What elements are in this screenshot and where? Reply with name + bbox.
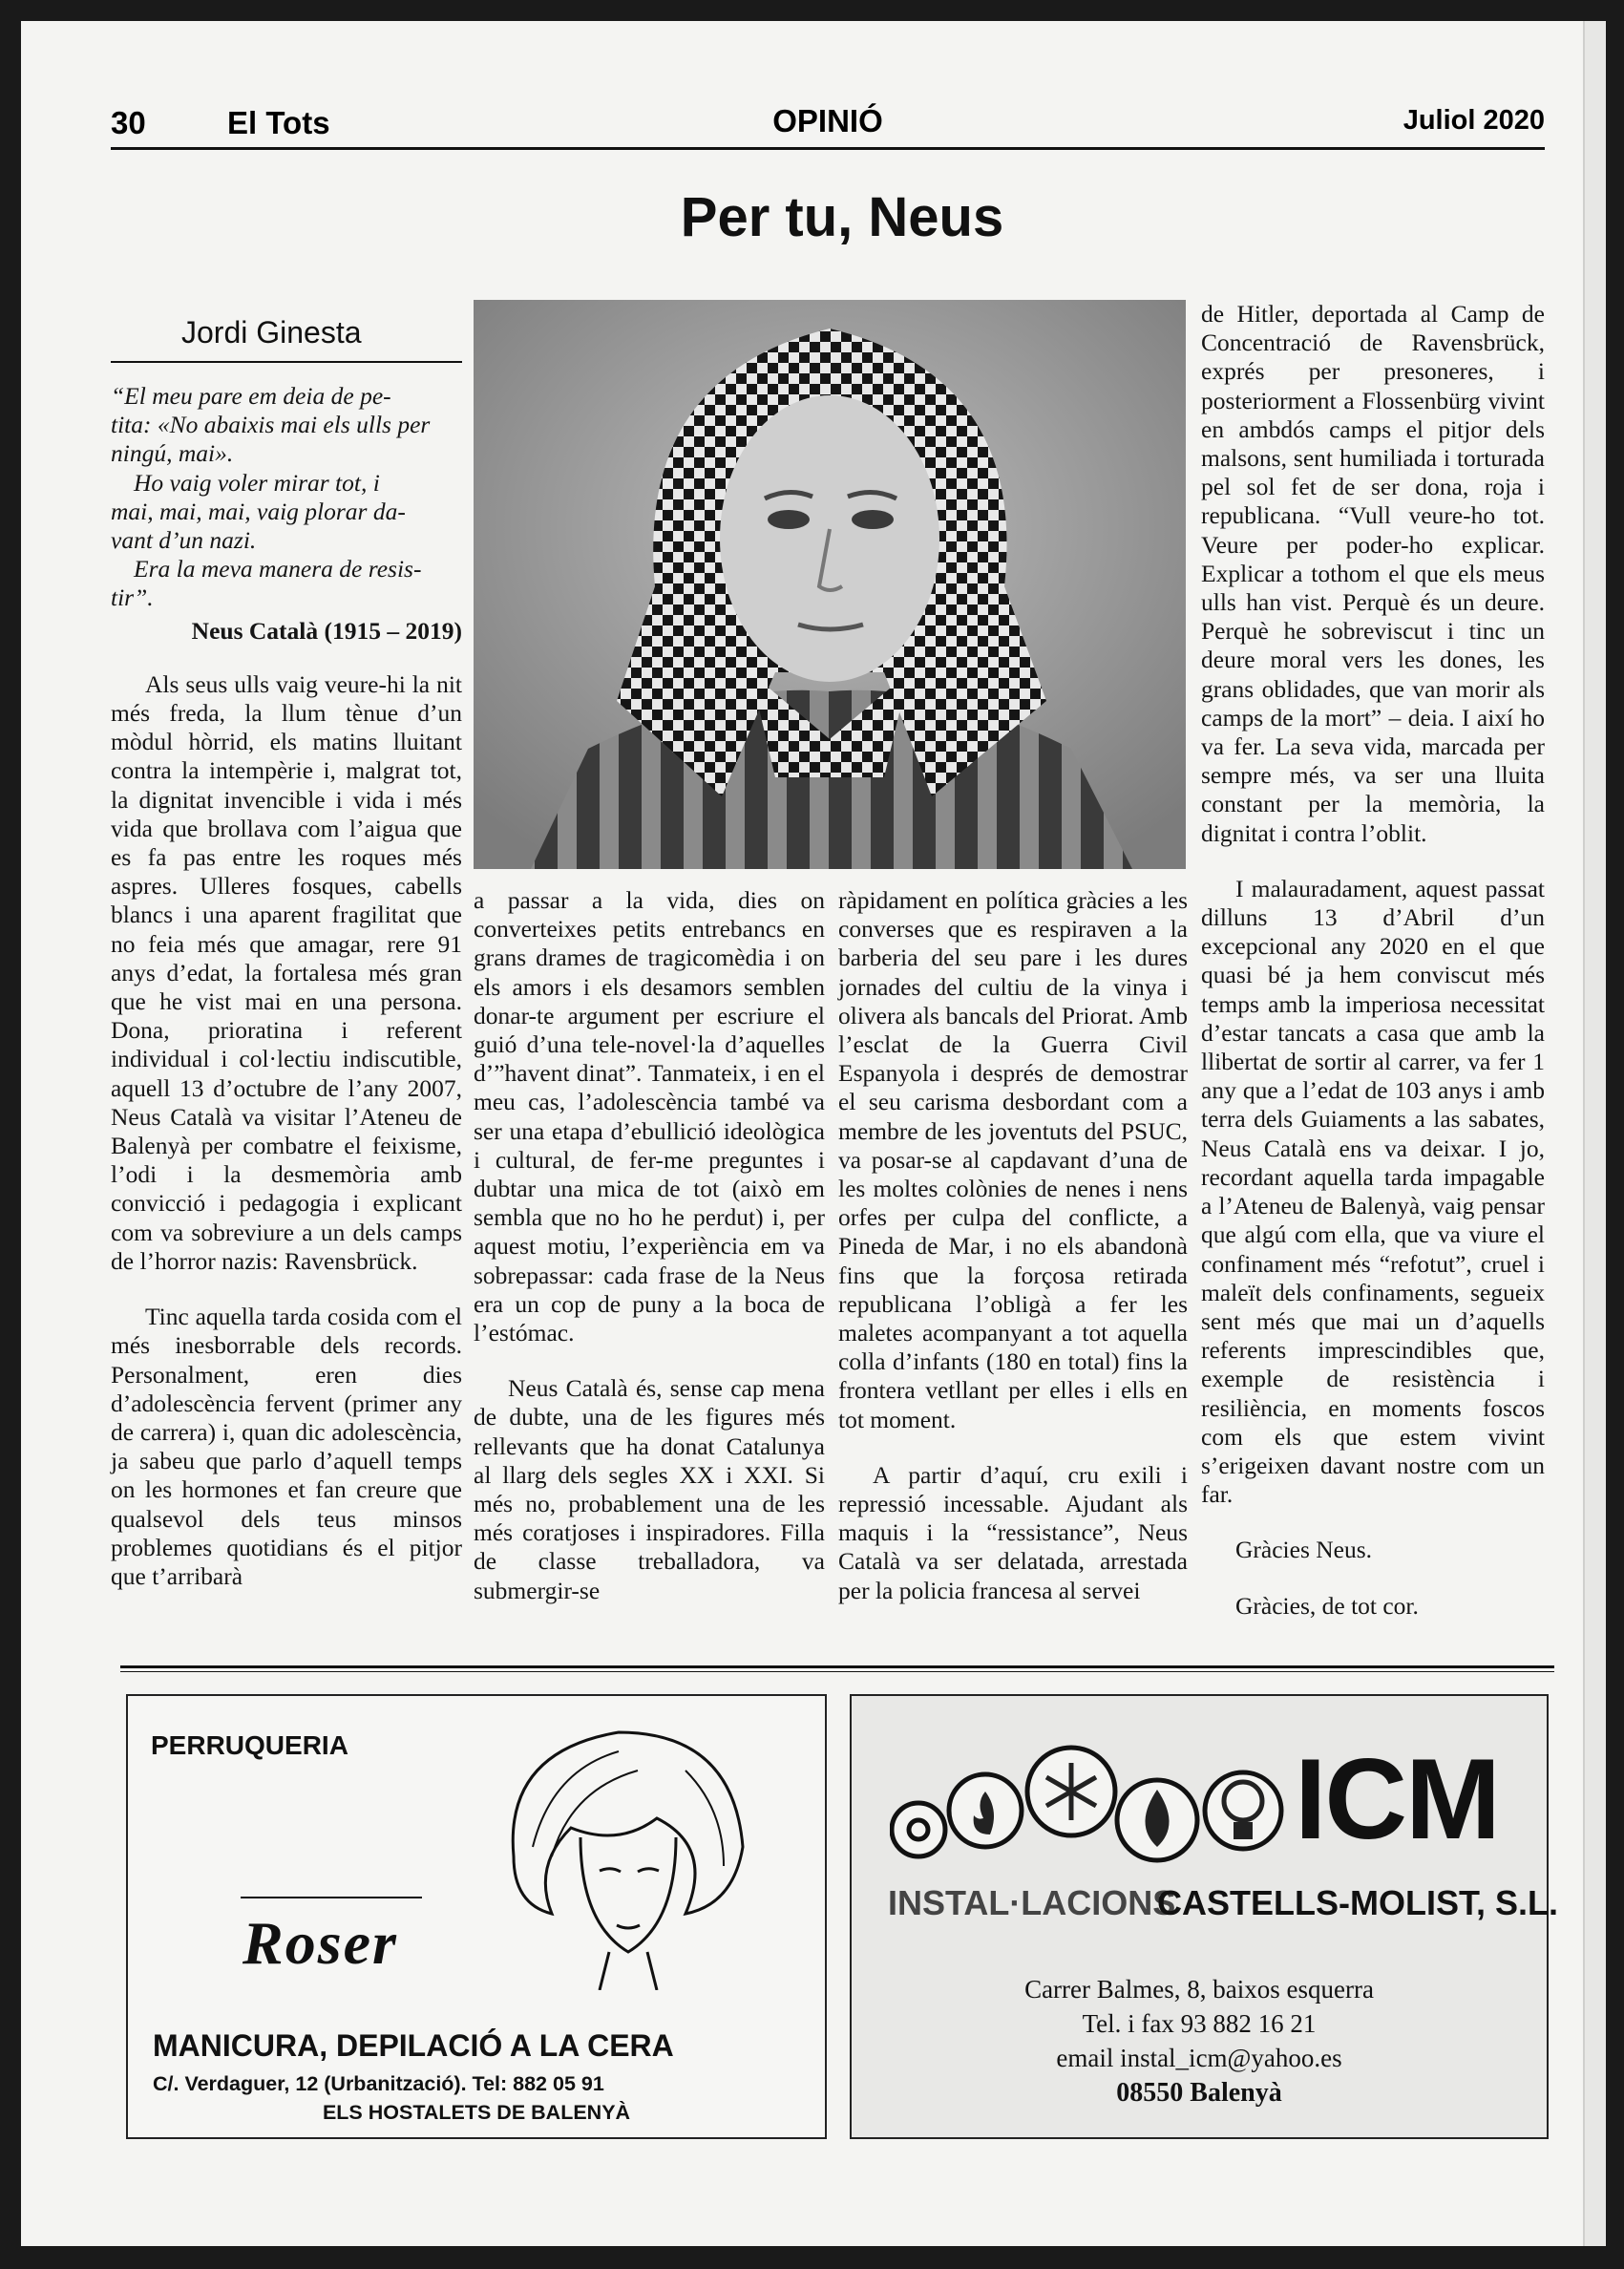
column-2 xyxy=(474,886,825,1650)
ad-perruqueria xyxy=(126,1694,827,2139)
quote-line: ningú, mai». xyxy=(111,439,234,468)
portrait-photo xyxy=(474,300,1186,869)
paragraph: Gràcies, de tot cor. xyxy=(1235,1591,1419,1620)
ad-icm xyxy=(850,1694,1558,2139)
magazine-page xyxy=(21,21,1606,2246)
header-rule xyxy=(111,147,1545,150)
column-3 xyxy=(838,886,1188,1650)
icm-company-a: INSTAL·LACIONS xyxy=(888,1883,1176,1922)
icm-postal: 08550 Balenyà xyxy=(1116,2078,1282,2108)
column-4 xyxy=(1201,300,1545,1656)
quote-line: vant d’un nazi. xyxy=(111,526,257,555)
icm-logo-icons xyxy=(890,1744,1291,1877)
icm-company-b: CASTELLS-MOLIST, S.L. xyxy=(1157,1883,1558,1922)
quote-line: tir”. xyxy=(111,583,154,612)
paragraph: Neus Català és, sense cap mena de dubte, una de les figures més rellevants que ha donat Catalunya al llarg dels segles XX i XXI. Si més no, probablement una de les més coratjoses i inspiradores. Filla de classe treballadora, va submergir-se xyxy=(474,1374,825,1604)
paragraph: Tinc aquella tarda cosida com el més inesborrable dels records. Personalment, eren dies d’adolescència fervent (primer any de carrera) i, quan dic adolescència, ja sabeu que parlo d’aquell temps on les hormones et fan creure que qualsevol dels teus minsos problemes quotidians és el pitjor que t’arribarà xyxy=(111,1303,462,1590)
quote-line: mai, mai, mai, vaig plorar da- xyxy=(111,497,406,525)
article-title: Per tu, Neus xyxy=(680,186,1004,248)
woman-illustration xyxy=(495,1713,752,1990)
ad-town: ELS HOSTALETS DE BALENYÀ xyxy=(322,2101,631,2124)
ad-address: C/. Verdaguer, 12 (Urbanització). Tel: 882 05 91 xyxy=(153,2072,604,2095)
paragraph: A partir d’aquí, cru exili i repressió incessable. Ajudant als maquis i la “ressistance”, Neus Català va ser delatada, arrestada per la policia francesa al servei xyxy=(838,1460,1188,1604)
column-1 xyxy=(111,382,462,1652)
article-author: Jordi Ginesta xyxy=(181,315,362,350)
paragraph: I malauradament, aquest passat dilluns 13 d’Abril d’un excepcional any 2020 en el que quasi bé ja hem conviscut més temps amb la imperiosa necessitat d’estar tancats a casa que amb la llibertat de sortir al carrer, va fer 1 any que a l’edat de 103 anys i amb terra dels Guiaments a las sabates, Neus Català ens va deixar. I jo, recordant aquella tarda impagable a l’Ateneu de Balenyà, vaig pensar que algú com ella, que va viure el confinament més “refotut”, cruel i maleït dels confinaments, segueix sent més que mai un d’aquells referents imprescindibles que, exemple de resistència i resiliència, en moments foscos com els que estem vivint s’erigeixen davant nostre com un far. xyxy=(1201,874,1545,1509)
issue-date: Juliol 2020 xyxy=(1403,105,1545,136)
paragraph: Gràcies Neus. xyxy=(1235,1536,1373,1564)
ad-brand: Roser xyxy=(243,1909,398,1977)
paragraph: ràpidament en política gràcies a les converses que es respiraven a la barberia del seu pare i les dures jornades del cultiu de la vinya i olivera als bancals del Priorat. Amb l’esclat de la Guerra Civil Espanyola i després de demostrar el seu carisma desbordant com a membre de les joventuts del PSUC, va posar-se al capdavant d’una de les moltes colònies de nenes i nens orfes per culpa del conflicte, a Pineda de Mar, i no els abandonà fins que la forçosa retirada republicana l’obligà a fer les maletes acompanyant a tot aquella colla d’infants (180 en total) fins la frontera vetllant per elles i ells en tot moment. xyxy=(838,886,1188,1433)
quote-line: Ho vaig voler mirar tot, i xyxy=(134,468,380,497)
quote-line: “El meu pare em deia de pe- xyxy=(111,382,391,410)
icm-address: Carrer Balmes, 8, baixos esquerra xyxy=(1024,1975,1374,2004)
icm-logo-letters: ICM xyxy=(1295,1735,1499,1863)
quote-line: tita: «No abaixis mai els ulls per xyxy=(111,411,431,439)
portrait-image xyxy=(474,300,1186,869)
bottom-rule xyxy=(120,1665,1554,1668)
magazine-name: El Tots xyxy=(227,105,330,140)
quote-line: Era la meva manera de resis- xyxy=(134,555,422,583)
ad-heading: PERRUQUERIA xyxy=(151,1730,348,1760)
icm-phone: Tel. i fax 93 882 16 21 xyxy=(1082,2009,1317,2038)
author-rule xyxy=(111,361,462,363)
page-edge xyxy=(1583,21,1606,2246)
page-number: 30 xyxy=(111,105,146,140)
quote-signature: Neus Català (1915 – 2019) xyxy=(191,616,462,645)
icm-email: email instal_icm@yahoo.es xyxy=(1056,2044,1342,2072)
bottom-rule-thin xyxy=(120,1671,1554,1672)
paragraph: a passar a la vida, dies on converteixes petits entrebancs en grans drames de tragicomèdia i on els amors i els desamors semblen donar-te argument per escriure el guió d’una tele-novel·la d’aquelles d’”havent dinat”. Tanmateix, i en el meu cas, l’adolescència també va ser una etapa d’ebullició ideològica i cultural, de fer-me preguntes i dubtar una mica de tot (això em sembla que no ho he perdut) i, per aquest motiu, l’experiència em va sobrepassar: cada frase de la Neus era un cop de puny a la boca de l’estómac. xyxy=(474,886,825,1347)
ad-services: MANICURA, DEPILACIÓ A LA CERA xyxy=(153,2028,674,2063)
brand-rule xyxy=(241,1897,422,1898)
paragraph: de Hitler, deportada al Camp de Concentració de Ravensbrück, exprés per presoneres, i posteriorment a Flossenbürg vivint en ambdós camps el pitjor dels malsons, sent humiliada i torturada pel sol fet de ser dona, roja i republicana. “Vull veure-ho tot. Veure per poder-ho explicar. Explicar a tothom el que els meus ulls han vist. Perquè és un deure. Perquè he sobreviscut i tinc un deure moral vers les dones, les grans oblidades, que van morir als camps de la mort” – deia. I així ho va fer. La seva vida, marcada per sempre més, va ser una lluita constant per la memòria, la dignitat i contra l’oblit. xyxy=(1201,300,1545,847)
section-name: OPINIÓ xyxy=(772,103,883,138)
paragraph: Als seus ulls vaig veure-hi la nit més freda, la llum tènue d’un mòdul hòrrid, els matins lluitant contra la intempèrie i, malgrat tot, la dignitat invencible i vida i més vida que brollava com l’aigua que es fa pas entre les roques més aspres. Ulleres fosques, cabells blancs i una aparent fragilitat que no feia més que amagar, rere 91 anys d’edat, la fortalesa més gran que he vist mai en una persona. Dona, prioratina i referent individual i col·lectiu indiscutible, aquell 13 d’octubre de l’any 2007, Neus Català va visitar l’Ateneu de Balenyà per combatre el feixisme, l’odi i la desmemòria amb convicció i pedagogia i explicant com va sobreviure a un dels camps de l’horror nazis: Ravensbrück. xyxy=(111,669,462,1275)
page-header xyxy=(111,88,1545,145)
epigraph-quote xyxy=(111,382,462,613)
